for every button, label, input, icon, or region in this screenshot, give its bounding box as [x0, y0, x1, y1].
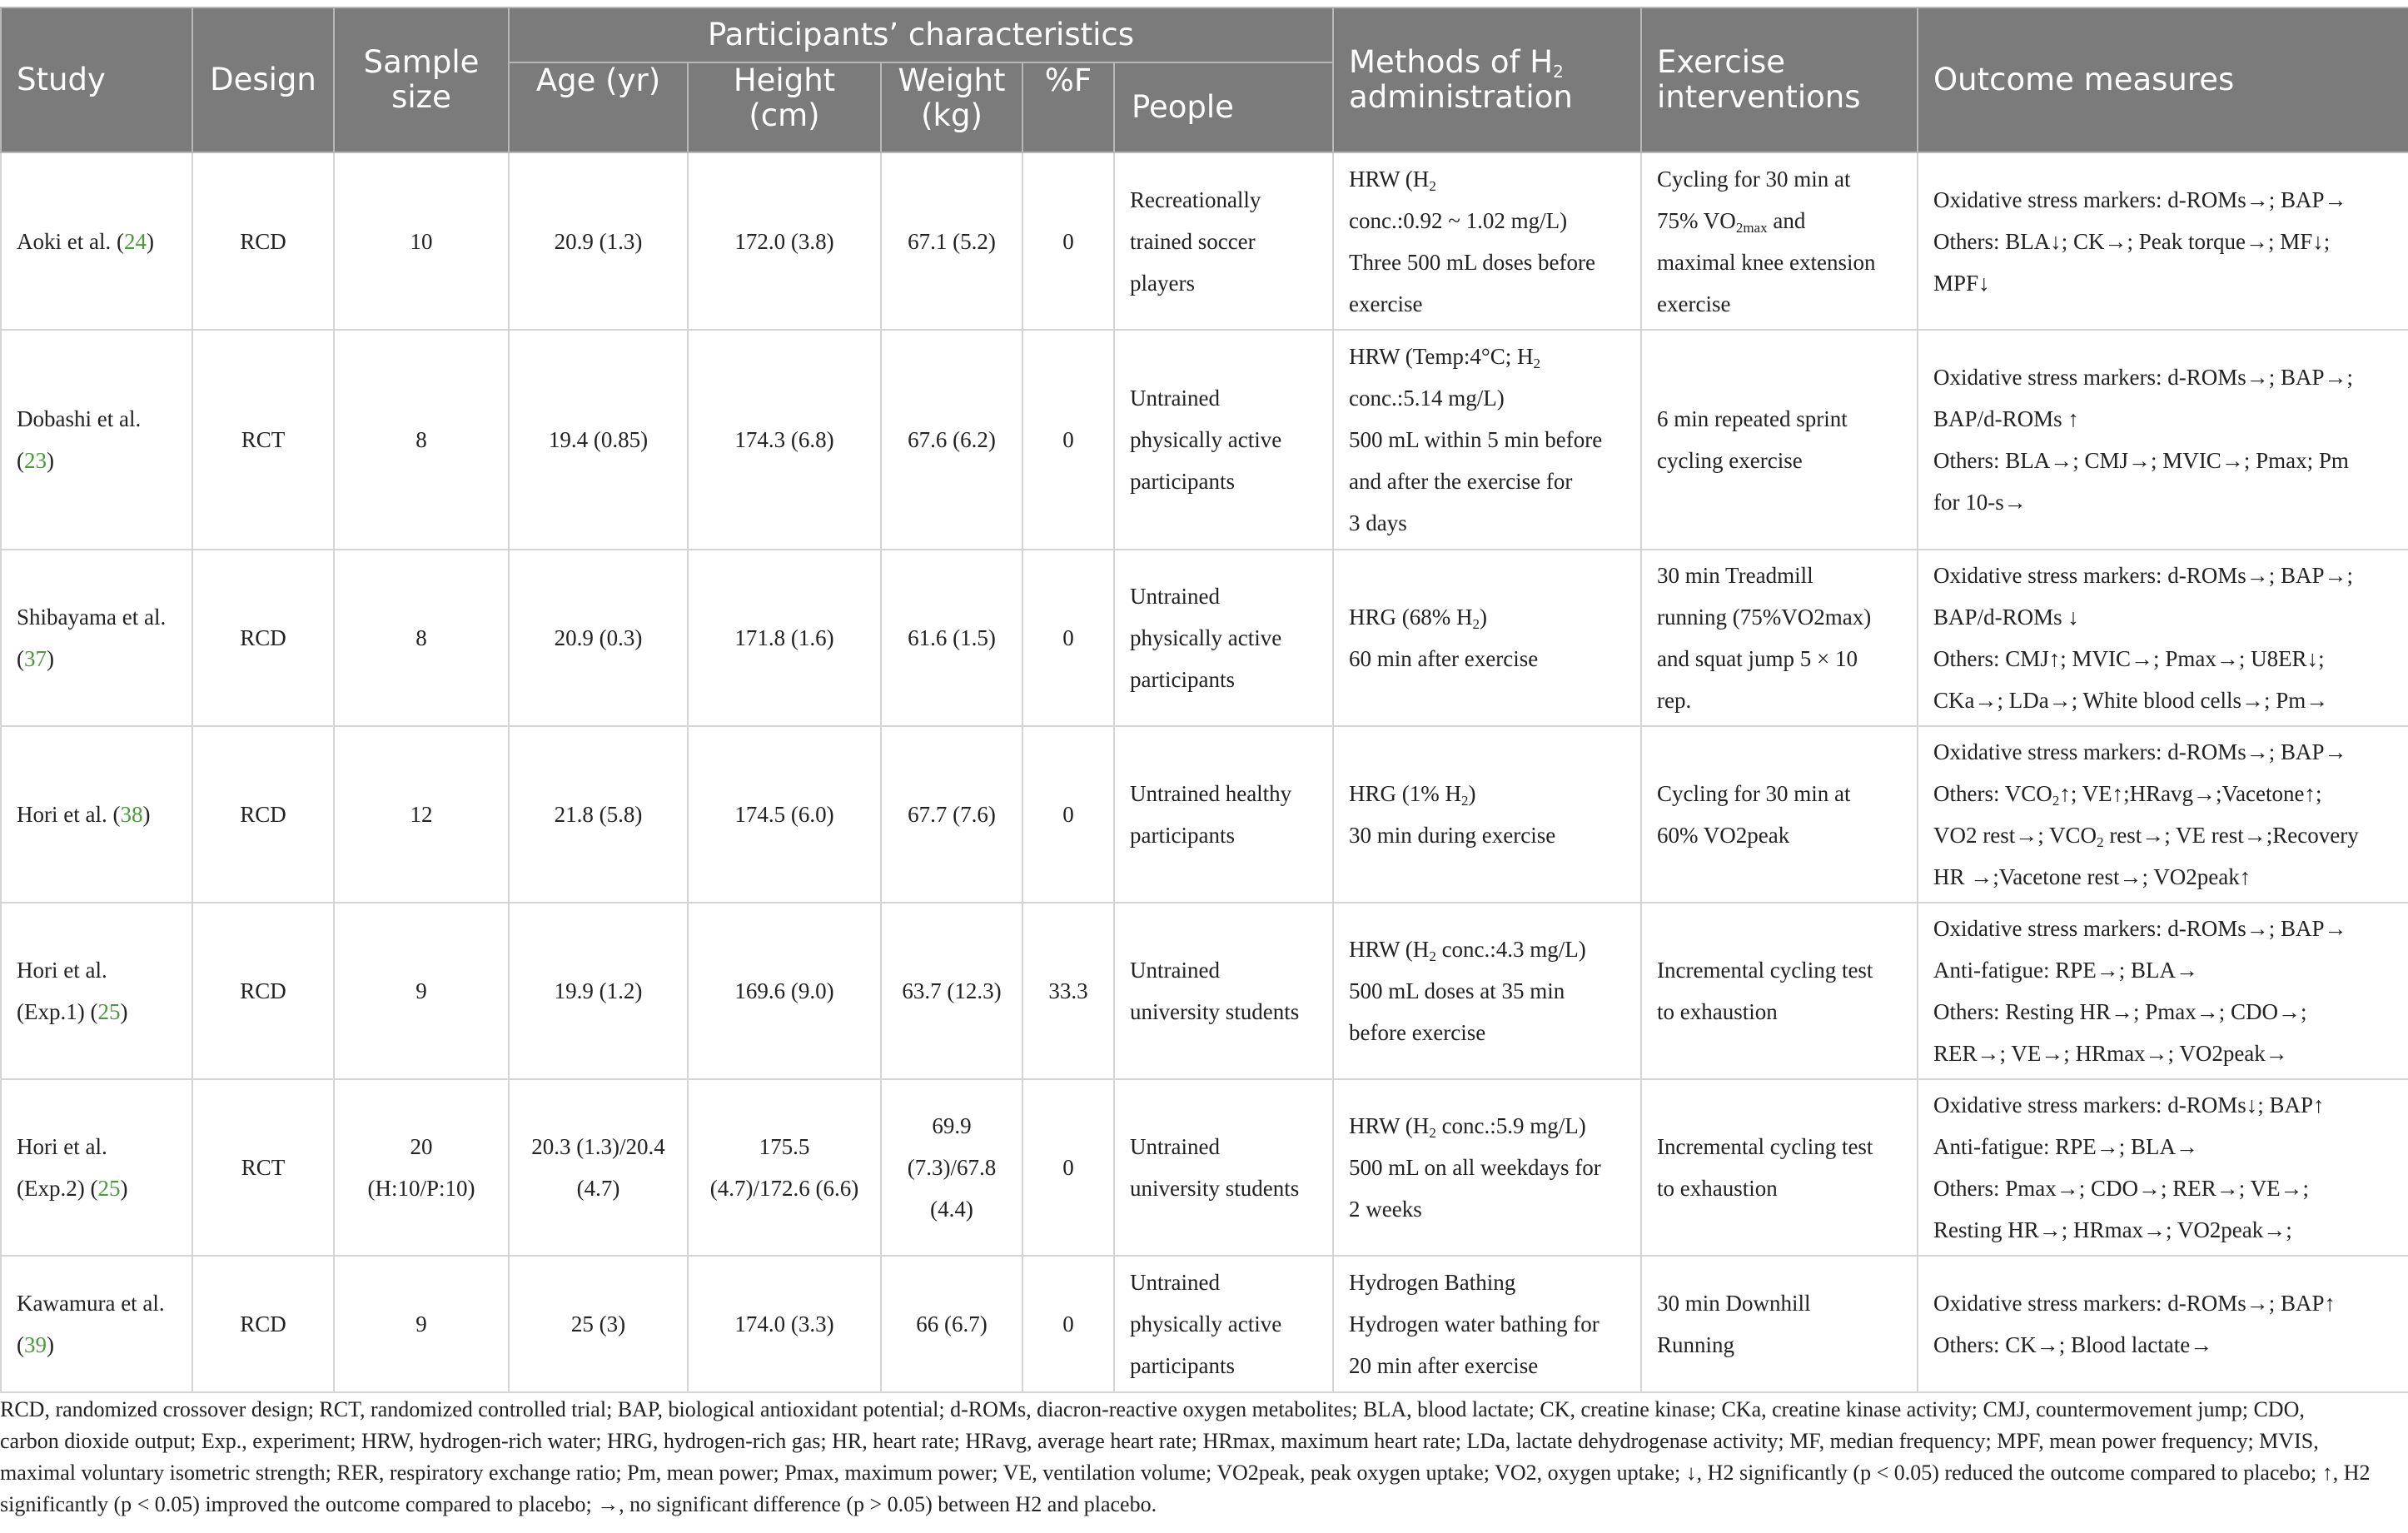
col-header-sample-size: Sample size [334, 7, 509, 152]
cell-exercise: 30 min Treadmill running (75%VO2max) and squat jump 5 × 10 rep. [1641, 550, 1918, 726]
cell-weight: 67.7 (7.6) [881, 726, 1022, 903]
cell-people: Recreationally trained soccer players [1114, 152, 1333, 330]
cell-height: 174.0 (3.3) [688, 1256, 881, 1392]
cell-study: Hori et al. (Exp.1) (25) [1, 903, 192, 1079]
cell-age: 20.3 (1.3)/20.4 (4.7) [509, 1079, 688, 1256]
cell-weight: 61.6 (1.5) [881, 550, 1022, 726]
cell-outcomes: Oxidative stress markers: d-ROMs→; BAP→; BAP/d-ROMs ↓ Others: CMJ↑; MVIC→; Pmax→; U8ER↓; CKa→; LDa→; White blood cells→; Pm→ [1918, 550, 2408, 726]
reference-link[interactable]: 24 [123, 228, 147, 254]
cell-methods: Hydrogen Bathing Hydrogen water bathing for 20 min after exercise [1333, 1256, 1641, 1392]
col-header-height: Height (cm) [688, 62, 881, 152]
reference-link[interactable]: 23 [24, 448, 47, 473]
cell-sample-size: 8 [334, 550, 509, 726]
cell-outcomes: Oxidative stress markers: d-ROMs→; BAP→ Others: BLA↓; CK→; Peak torque→; MF↓; MPF↓ [1918, 152, 2408, 330]
cell-design: RCD [192, 550, 334, 726]
cell-people: Untrained university students [1114, 903, 1333, 1079]
cell-height: 175.5 (4.7)/172.6 (6.6) [688, 1079, 881, 1256]
table-container [0, 7, 2408, 1393]
cell-study: Shibayama et al. (37) [1, 550, 192, 726]
cell-people: Untrained university students [1114, 1079, 1333, 1256]
cell-weight: 69.9 (7.3)/67.8 (4.4) [881, 1079, 1022, 1256]
cell-pct-female: 0 [1022, 550, 1114, 726]
cell-height: 169.6 (9.0) [688, 903, 881, 1079]
cell-study: Hori et al. (38) [1, 726, 192, 903]
cell-pct-female: 33.3 [1022, 903, 1114, 1079]
cell-sample-size: 9 [334, 1256, 509, 1392]
table-row [1, 1079, 2408, 1256]
cell-age: 20.9 (0.3) [509, 550, 688, 726]
table-row [1, 903, 2408, 1079]
cell-study: Dobashi et al. (23) [1, 330, 192, 550]
cell-age: 19.4 (0.85) [509, 330, 688, 550]
footnote-line: significantly (p < 0.05) improved the outcome compared to placebo; →, no significant difference (p > 0.05) between H2 and placebo. [0, 1492, 1157, 1516]
cell-design: RCT [192, 1079, 334, 1256]
col-header-exercise: Exercise interventions [1641, 7, 1918, 152]
cell-outcomes: Oxidative stress markers: d-ROMs→; BAP→ Others: VCO2↑; VE↑;HRavg→;Vacetone↑; VO2 rest→; VCO2 rest→; VE rest→;Recovery HR →;Vacetone rest→; VO2peak↑ [1918, 726, 2408, 903]
reference-link[interactable]: 39 [24, 1332, 47, 1357]
cell-pct-female: 0 [1022, 726, 1114, 903]
cell-sample-size: 9 [334, 903, 509, 1079]
cell-design: RCT [192, 330, 334, 550]
cell-people: Untrained physically active participants [1114, 1256, 1333, 1392]
reference-link[interactable]: 38 [120, 802, 143, 827]
cell-people: Untrained healthy participants [1114, 726, 1333, 903]
cell-exercise: 6 min repeated sprint cycling exercise [1641, 330, 1918, 550]
cell-weight: 63.7 (12.3) [881, 903, 1022, 1079]
cell-height: 171.8 (1.6) [688, 550, 881, 726]
col-header-outcomes: Outcome measures [1918, 7, 2408, 152]
footnote-line: RCD, randomized crossover design; RCT, randomized controlled trial; BAP, biological antioxidant potential; d-ROMs, diacron-reactive oxygen metabolites; BLA, blood lactate; CK, creatine kinase; CKa, creatine kinase activity; CMJ, countermovement jump; CDO, [0, 1397, 2305, 1421]
cell-methods: HRW (H2 conc.:4.3 mg/L) 500 mL doses at 35 min before exercise [1333, 903, 1641, 1079]
cell-outcomes: Oxidative stress markers: d-ROMs→; BAP→; BAP/d-ROMs ↑ Others: BLA→; CMJ→; MVIC→; Pmax; Pm for 10-s→ [1918, 330, 2408, 550]
table-row [1, 1256, 2408, 1392]
cell-weight: 67.1 (5.2) [881, 152, 1022, 330]
cell-sample-size: 8 [334, 330, 509, 550]
cell-pct-female: 0 [1022, 1079, 1114, 1256]
cell-sample-size: 10 [334, 152, 509, 330]
table-row [1, 152, 2408, 330]
cell-outcomes: Oxidative stress markers: d-ROMs→; BAP↑ Others: CK→; Blood lactate→ [1918, 1256, 2408, 1392]
cell-outcomes: Oxidative stress markers: d-ROMs→; BAP→ Anti-fatigue: RPE→; BLA→ Others: Resting HR→; Pmax→; CDO→; RER→; VE→; HRmax→; VO2peak→ [1918, 903, 2408, 1079]
cell-study: Hori et al. (Exp.2) (25) [1, 1079, 192, 1256]
cell-people: Untrained physically active participants [1114, 550, 1333, 726]
cell-exercise: Incremental cycling test to exhaustion [1641, 903, 1918, 1079]
col-header-participants: Participants’ characteristics [509, 7, 1333, 62]
cell-sample-size: 12 [334, 726, 509, 903]
cell-sample-size: 20 (H:10/P:10) [334, 1079, 509, 1256]
reference-link[interactable]: 25 [97, 999, 121, 1024]
cell-age: 19.9 (1.2) [509, 903, 688, 1079]
cell-methods: HRW (Temp:4°C; H2 conc.:5.14 mg/L) 500 mL within 5 min before and after the exercise for 3 days [1333, 330, 1641, 550]
cell-outcomes: Oxidative stress markers: d-ROMs↓; BAP↑ Anti-fatigue: RPE→; BLA→ Others: Pmax→; CDO→; RER→; VE→; Resting HR→; HRmax→; VO2peak→; [1918, 1079, 2408, 1256]
table-footnote [0, 1394, 2398, 1521]
cell-people: Untrained physically active participants [1114, 330, 1333, 550]
col-header-study: Study [1, 7, 192, 152]
cell-study: Kawamura et al. (39) [1, 1256, 192, 1392]
cell-exercise: 30 min Downhill Running [1641, 1256, 1918, 1392]
cell-age: 25 (3) [509, 1256, 688, 1392]
cell-design: RCD [192, 726, 334, 903]
cell-design: RCD [192, 1256, 334, 1392]
cell-methods: HRW (H2 conc.:5.9 mg/L) 500 mL on all weekdays for 2 weeks [1333, 1079, 1641, 1256]
cell-height: 174.5 (6.0) [688, 726, 881, 903]
cell-pct-female: 0 [1022, 330, 1114, 550]
table-row [1, 726, 2408, 903]
footnote-line: maximal voluntary isometric strength; RER, respiratory exchange ratio; Pm, mean power; Pmax, maximum power; VE, ventilation volume; VO2peak, peak oxygen uptake; VO2, oxygen uptake; ↓, H2 significantly (p < 0.05) reduced the outcome compared to placebo; ↑, H2 [0, 1461, 2371, 1485]
table-row [1, 550, 2408, 726]
cell-design: RCD [192, 903, 334, 1079]
cell-height: 172.0 (3.8) [688, 152, 881, 330]
table-row [1, 330, 2408, 550]
cell-height: 174.3 (6.8) [688, 330, 881, 550]
cell-pct-female: 0 [1022, 1256, 1114, 1392]
reference-link[interactable]: 37 [24, 646, 47, 671]
reference-link[interactable]: 25 [97, 1176, 121, 1201]
cell-age: 21.8 (5.8) [509, 726, 688, 903]
col-header-people: People [1114, 62, 1333, 152]
cell-weight: 66 (6.7) [881, 1256, 1022, 1392]
footnote-line: carbon dioxide output; Exp., experiment; HRW, hydrogen-rich water; HRG, hydrogen-rich gas; HR, heart rate; HRavg, average heart rate; HRmax, maximum heart rate; LDa, lactate dehydrogenase activity; MF, median frequency; MPF, mean power frequency; MVIS, [0, 1429, 2319, 1453]
cell-pct-female: 0 [1022, 152, 1114, 330]
header-row-top [1, 7, 2408, 62]
cell-exercise: Cycling for 30 min at 60% VO2peak [1641, 726, 1918, 903]
cell-methods: HRG (1% H2) 30 min during exercise [1333, 726, 1641, 903]
cell-design: RCD [192, 152, 334, 330]
col-header-weight: Weight (kg) [881, 62, 1022, 152]
cell-weight: 67.6 (6.2) [881, 330, 1022, 550]
col-header-pct-female: %F [1022, 62, 1114, 152]
cell-exercise: Incremental cycling test to exhaustion [1641, 1079, 1918, 1256]
cell-methods: HRG (68% H2) 60 min after exercise [1333, 550, 1641, 726]
cell-study: Aoki et al. (24) [1, 152, 192, 330]
cell-age: 20.9 (1.3) [509, 152, 688, 330]
cell-methods: HRW (H2 conc.:0.92 ~ 1.02 mg/L) Three 500 mL doses before exercise [1333, 152, 1641, 330]
col-header-design: Design [192, 7, 334, 152]
col-header-age: Age (yr) [509, 62, 688, 152]
col-header-methods: Methods of $H_2$ administration [1333, 7, 1641, 152]
characteristics-table [0, 7, 2408, 1393]
cell-exercise: Cycling for 30 min at 75% VO2max and maximal knee extension exercise [1641, 152, 1918, 330]
